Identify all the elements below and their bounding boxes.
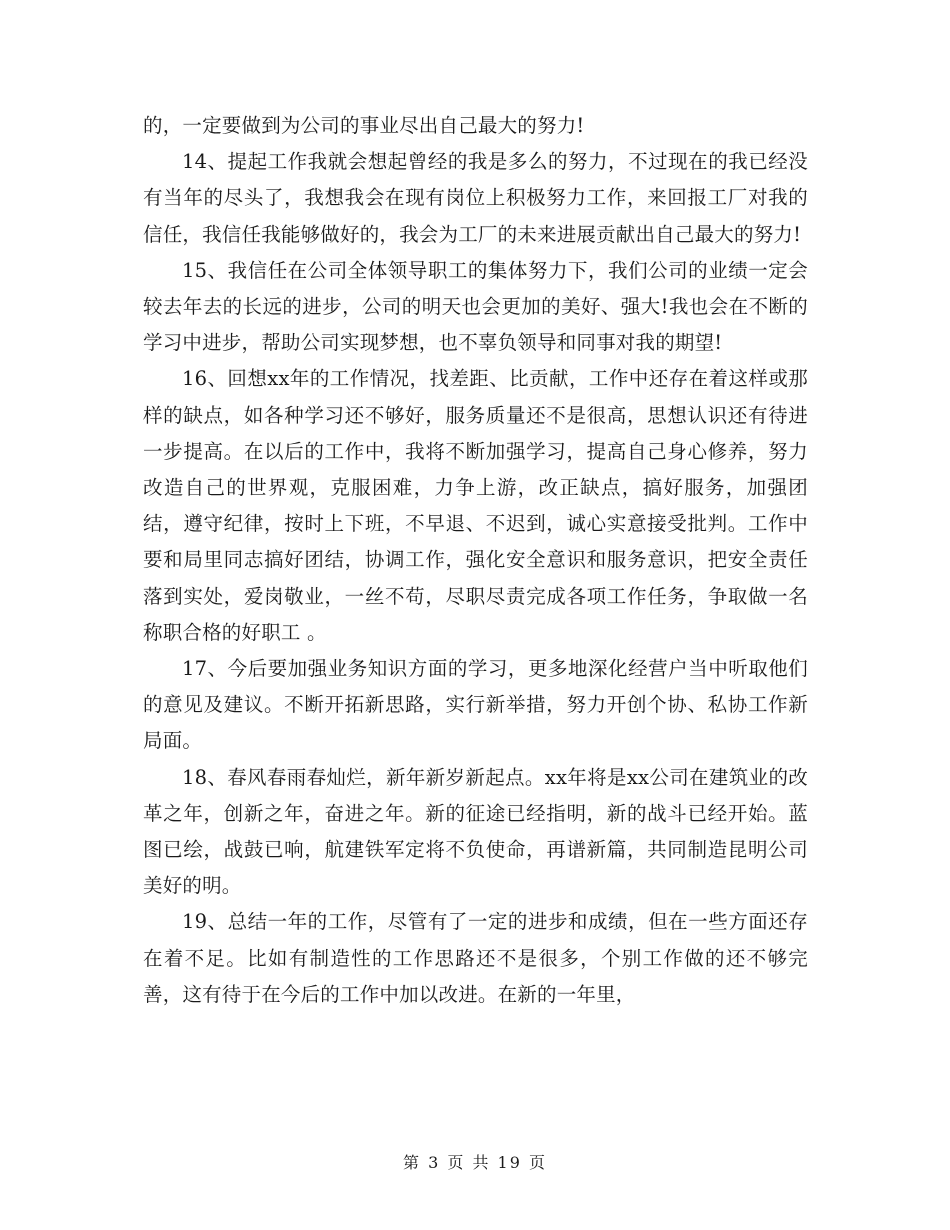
paragraph-item-18: 18、春风春雨春灿烂，新年新岁新起点。xx年将是xx公司在建筑业的改革之年，创新之年，奋进之年。新的征途已经指明，新的战斗已经开始。蓝图已绘，战鼓已响，航建铁军定将不负使命，再谱新篇，共同制造昆明公司美好的明。 [143, 765, 808, 898]
paragraph-item-15: 15、我信任在公司全体领导职工的集体努力下，我们公司的业绩一定会较去年去的长远的进步，公司的明天也会更加的美好、强大!我也会在不断的学习中进步，帮助公司实现梦想，也不辜负领导和同事对我的期望! [143, 258, 808, 355]
paragraph-item-19: 19、总结一年的工作，尽管有了一定的进步和成绩，但在一些方面还存在着不足。比如有制造性的工作思路还不是很多，个别工作做的还不够完善，这有待于在今后的工作中加以改进。在新的一年里， [143, 910, 808, 1006]
page-number-footer: 第 3 页 共 19 页 [403, 1153, 547, 1172]
paragraph-continuation: 的，一定要做到为公司的事业尽出自己最大的努力! [143, 114, 585, 137]
paragraph-item-16: 16、回想xx年的工作情况，找差距、比贡献，工作中还存在着这样或那样的缺点，如各种学习还不够好，服务质量还不是很高，思想认识还有待进一步提高。在以后的工作中，我将不断加强学习，提高自己身心修养，努力改造自己的世界观，克服困难，力争上游，改正缺点，搞好服务，加强团结，遵守纪律，按时上下班，不早退、不迟到，诚心实意接受批判。工作中要和局里同志搞好团结，协调工作，强化安全意识和服务意识，把安全责任落到实处，爱岗敬业，一丝不苟，尽职尽责完成各项工作任务，争取做一名称职合格的好职工 。 [143, 367, 808, 644]
paragraph-item-14: 14、提起工作我就会想起曾经的我是多么的努力，不过现在的我已经没有当年的尽头了，我想我会在现有岗位上积极努力工作，来回报工厂对我的信任，我信任我能够做好的，我会为工厂的未来进展贡献出自己最大的努力! [143, 150, 808, 246]
document-body [143, 108, 808, 1013]
paragraph-item-17: 17、今后要加强业务知识方面的学习，更多地深化经营户当中听取他们的意见及建议。不断开拓新思路，实行新举措，努力开创个协、私协工作新局面。 [143, 657, 808, 753]
